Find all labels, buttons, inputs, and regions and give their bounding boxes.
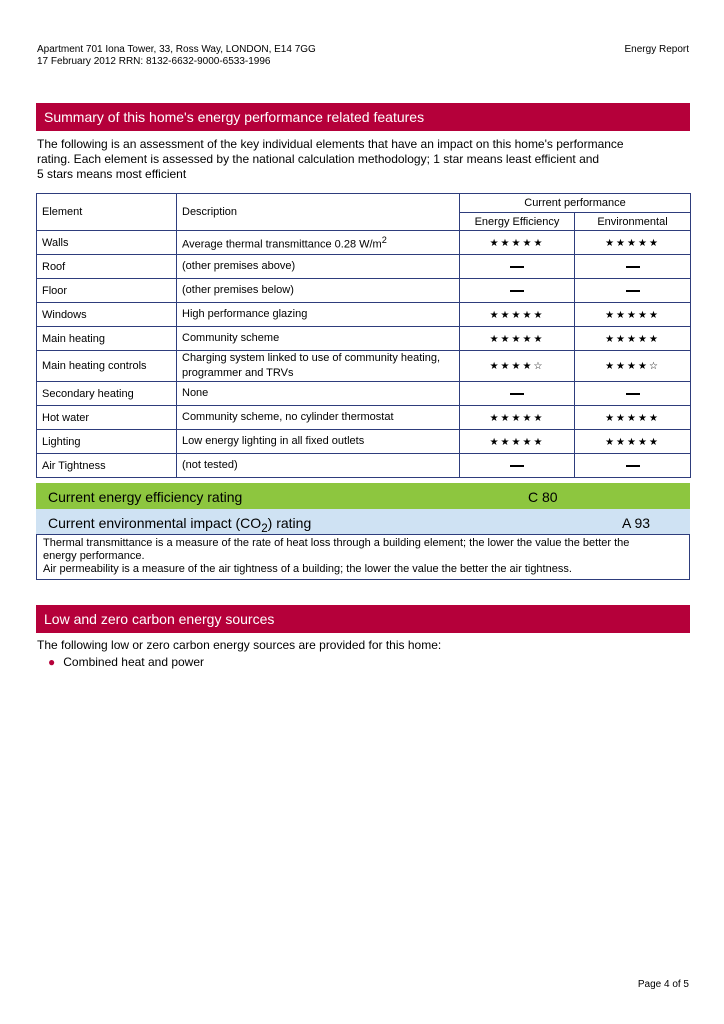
env-label-part: ) rating [267,515,312,531]
description-cell [177,303,460,327]
header-current-performance: Current performance [460,194,691,213]
table-row [37,406,691,430]
element-cell: Roof [37,255,177,279]
lzc-section-title: Low and zero carbon energy sources [36,605,690,633]
star-rating-icon: ★★★★☆ [489,361,545,372]
not-applicable-dash-icon [626,393,640,395]
energy-efficiency-cell [460,430,575,454]
description-cell [177,327,460,351]
lzc-source-list [48,655,204,670]
description-cell [177,430,460,454]
address-line: Apartment 701 Iona Tower, 33, Ross Way, LONDON, E14 7GG [37,44,316,55]
description-text: High performance glazing [182,308,308,320]
energy-efficiency-cell [460,279,575,303]
description-text: Low energy lighting in all fixed outlets [182,435,365,447]
env-label-subscript: 2 [261,521,268,535]
element-cell: Main heating controls [37,351,177,382]
header-element: Element [37,194,177,231]
description-text: Average thermal transmittance 0.28 W/m [182,238,382,251]
environmental-cell [575,430,691,454]
environmental-cell [575,382,691,406]
description-cell [177,382,460,406]
bullet-icon: ● [48,655,56,669]
energy-efficiency-cell [460,454,575,478]
star-rating-icon: ★★★★★ [605,309,660,321]
table-row [37,430,691,454]
energy-efficiency-cell [460,406,575,430]
header-energy-efficiency: Energy Efficiency [460,213,575,231]
energy-efficiency-rating-value: C 80 [528,489,558,505]
list-item [48,655,204,670]
description-text: (other premises above) [182,260,296,272]
table-row [37,454,691,478]
description-superscript: 2 [381,234,387,245]
table-row [37,382,691,406]
element-cell: Secondary heating [37,382,177,406]
element-cell: Floor [37,279,177,303]
header-environmental: Environmental [575,213,691,231]
energy-efficiency-rating-bar [36,483,690,509]
environmental-cell [575,231,691,255]
star-rating-icon: ★★★★★ [489,309,545,321]
lzc-source-label: Combined heat and power [63,655,205,669]
element-cell: Walls [37,231,177,255]
performance-table [36,193,691,478]
note-line: energy performance. [43,550,145,562]
note-line: Air permeability is a measure of the air tightness of a building; the lower the value the better the air tightness. [43,563,572,575]
environmental-impact-rating-bar [36,509,690,535]
element-cell: Hot water [37,406,177,430]
description-cell [177,406,460,430]
star-rating-icon: ★★★★★ [489,333,545,345]
environmental-cell [575,255,691,279]
definitions-note [36,534,690,580]
report-title: Energy Report [624,44,689,55]
description-text: (other premises below) [182,284,294,296]
element-cell: Main heating [37,327,177,351]
description-text: programmer and TRVs [182,367,294,379]
element-cell: Lighting [37,430,177,454]
summary-intro-line: rating. Each element is assessed by the national calculation methodology; 1 star means least efficient and [37,152,600,166]
not-applicable-dash-icon [626,266,640,268]
environmental-cell [575,406,691,430]
energy-efficiency-cell [460,255,575,279]
summary-intro-line: The following is an assessment of the key individual elements that have an impact on this home's performance [37,137,624,151]
table-row [37,303,691,327]
star-rating-icon: ★★★★★ [605,436,660,448]
description-text: Charging system linked to use of community heating, [182,352,441,364]
note-line: Thermal transmittance is a measure of the rate of heat loss through a building element; the lower the value the better the [43,537,630,549]
description-cell [177,279,460,303]
star-rating-icon: ★★★★★ [489,412,545,424]
summary-intro-line: 5 stars means most efficient [37,167,187,181]
description-text: None [182,387,209,399]
star-rating-icon: ★★★★★ [605,237,660,249]
not-applicable-dash-icon [626,290,640,292]
energy-efficiency-cell [460,231,575,255]
star-rating-icon: ★★★★☆ [605,361,660,372]
energy-efficiency-rating-label: Current energy efficiency rating [48,489,243,505]
energy-efficiency-cell [460,351,575,382]
environmental-impact-rating-value: A 93 [622,515,651,531]
table-row [37,255,691,279]
summary-intro [37,137,691,182]
element-cell: Air Tightness [37,454,177,478]
page-number: Page 4 of 5 [637,979,689,990]
energy-efficiency-cell [460,382,575,406]
not-applicable-dash-icon [510,290,524,292]
description-text: (not tested) [182,459,238,471]
page-header-address [37,44,316,68]
not-applicable-dash-icon [626,465,640,467]
description-cell [177,351,460,382]
star-rating-icon: ★★★★★ [489,237,545,249]
table-row [37,279,691,303]
description-text: Community scheme, no cylinder thermostat [182,411,394,423]
not-applicable-dash-icon [510,393,524,395]
star-rating-icon: ★★★★★ [605,412,660,424]
star-rating-icon: ★★★★★ [489,436,545,448]
table-row [37,231,691,255]
environmental-cell [575,454,691,478]
description-text: Community scheme [182,332,280,344]
star-rating-icon: ★★★★★ [605,333,660,345]
environmental-cell [575,303,691,327]
description-cell [177,231,460,255]
header-description: Description [177,194,460,231]
element-cell: Windows [37,303,177,327]
description-cell [177,255,460,279]
not-applicable-dash-icon [510,465,524,467]
energy-efficiency-cell [460,303,575,327]
environmental-cell [575,351,691,382]
lzc-intro: The following low or zero carbon energy sources are provided for this home: [37,638,442,652]
environmental-cell [575,279,691,303]
environmental-cell [575,327,691,351]
description-cell [177,454,460,478]
not-applicable-dash-icon [510,266,524,268]
env-label-part: Current environmental impact (CO [48,515,262,531]
table-row [37,351,691,382]
energy-efficiency-cell [460,327,575,351]
date-rrn-line: 17 February 2012 RRN: 8132-6632-9000-6533-1996 [37,56,271,67]
summary-section-title: Summary of this home's energy performance related features [36,103,690,131]
table-row [37,327,691,351]
